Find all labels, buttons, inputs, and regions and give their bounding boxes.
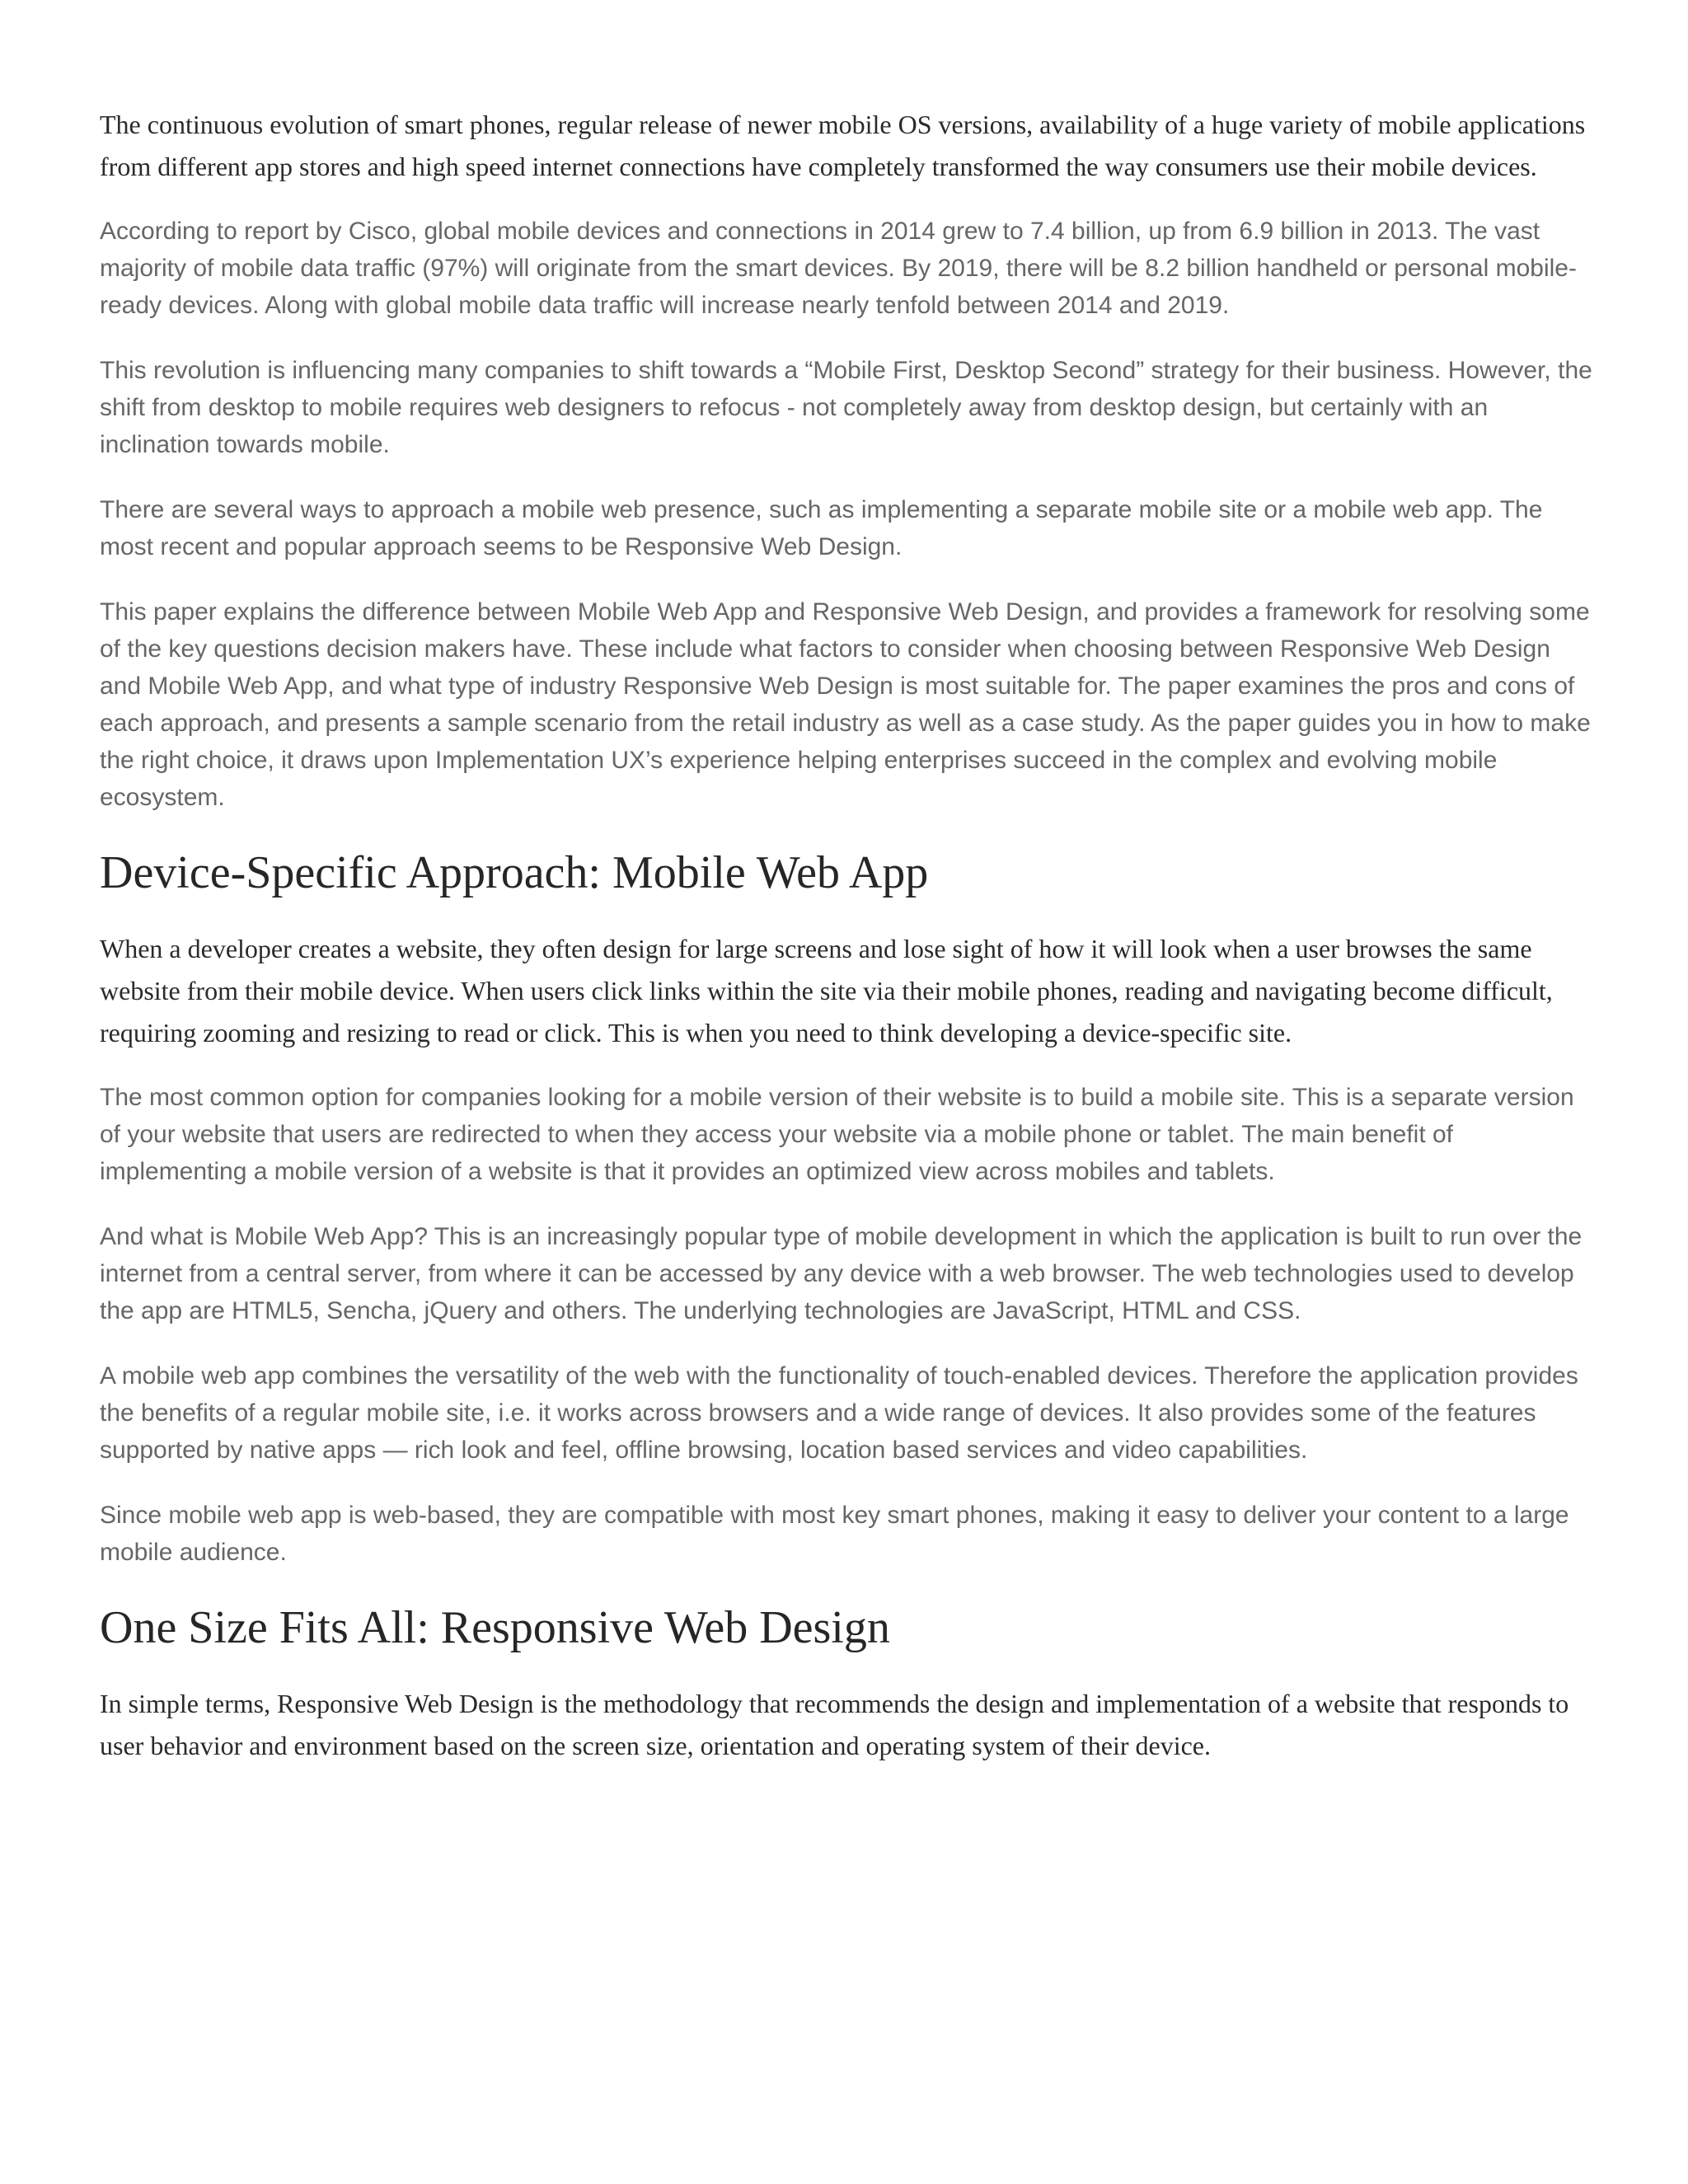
cisco-stats-paragraph: According to report by Cisco, global mobile devices and connections in 2014 grew to 7.4 billion, up from 6.9 billion in 2013. The vast majority of mobile data traffic (97%) will originate from the smart devices. By 2019, there will be 8.2 billion handheld or personal mobile-ready devices. Along with global mobile data traffic will increase nearly tenfold between 2014 and 2019. bbox=[100, 218, 1577, 319]
device-specific-paragraph: When a developer creates a website, they often design for large screens and lose sight of how it will look when a user browses the same website from their mobile device. When users click links within the site via their mobile phones, reading and navigating become difficult, requiring zooming and resizing to read or click. This is when you need to think developing a device-specific site. bbox=[100, 934, 1553, 1047]
mobile-web-app-definition-paragraph: And what is Mobile Web App? This is an increasingly popular type of mobile development in which the application is built to run over the internet from a central server, from where it can be accessed by any device with a web browser. The web technologies used to develop the app are HTML5, Sencha, jQuery and others. The underlying technologies are JavaScript, HTML and CSS. bbox=[100, 1223, 1582, 1324]
document-page bbox=[100, 104, 1593, 1792]
paper-overview-paragraph: This paper explains the difference between Mobile Web App and Responsive Web Design, and provides a framework for resolving some of the key questions decision makers have. These include what factors to consider when choosing between Responsive Web Design and Mobile Web App, and what type of industry Responsive Web Design is most suitable for. The paper examines the pros and cons of each approach, and presents a sample scenario from the retail industry as well as a case study. As the paper guides you in how to make the right choice, it draws upon Implementation UX’s experience helping enterprises succeed in the complex and evolving mobile ecosystem. bbox=[100, 598, 1591, 811]
section-heading-responsive-design: One Size Fits All: Responsive Web Design bbox=[100, 1602, 890, 1653]
compatibility-paragraph: Since mobile web app is web-based, they are compatible with most key smart phones, making it easy to deliver your content to a large mobile audience. bbox=[100, 1502, 1569, 1566]
mobile-first-paragraph: This revolution is influencing many companies to shift towards a “Mobile First, Desktop Second” strategy for their business. However, the shift from desktop to mobile requires web designers to refocus - not completely away from desktop design, but certainly with an inclination towards mobile. bbox=[100, 357, 1592, 458]
responsive-definition-paragraph: In simple terms, Responsive Web Design is the methodology that recommends the design and implementation of a website that responds to user behavior and environment based on the screen size, orientation and operating system of their device. bbox=[100, 1689, 1569, 1760]
mobile-web-app-benefits-paragraph: A mobile web app combines the versatility of the web with the functionality of touch-enabled devices. Therefore the application provides the benefits of a regular mobile site, i.e. it works across browsers and a wide range of devices. It also provides some of the features supported by native apps — rich look and feel, offline browsing, location based services and video capabilities. bbox=[100, 1362, 1578, 1464]
intro-paragraph: The continuous evolution of smart phones, regular release of newer mobile OS versions, availability of a huge variety of mobile applications from different app stores and high speed internet connections have completely transformed the way consumers use their mobile devices. bbox=[100, 110, 1586, 181]
section-heading-mobile-web-app: Device-Specific Approach: Mobile Web App bbox=[100, 847, 929, 898]
approaches-paragraph: There are several ways to approach a mobile web presence, such as implementing a separate mobile site or a mobile web app. The most recent and popular approach seems to be Responsive Web Design. bbox=[100, 496, 1543, 560]
mobile-site-paragraph: The most common option for companies looking for a mobile version of their website is to build a mobile site. This is a separate version of your website that users are redirected to when they access your website via a mobile phone or tablet. The main benefit of implementing a mobile version of a website is that it provides an optimized view across mobiles and tablets. bbox=[100, 1084, 1574, 1185]
